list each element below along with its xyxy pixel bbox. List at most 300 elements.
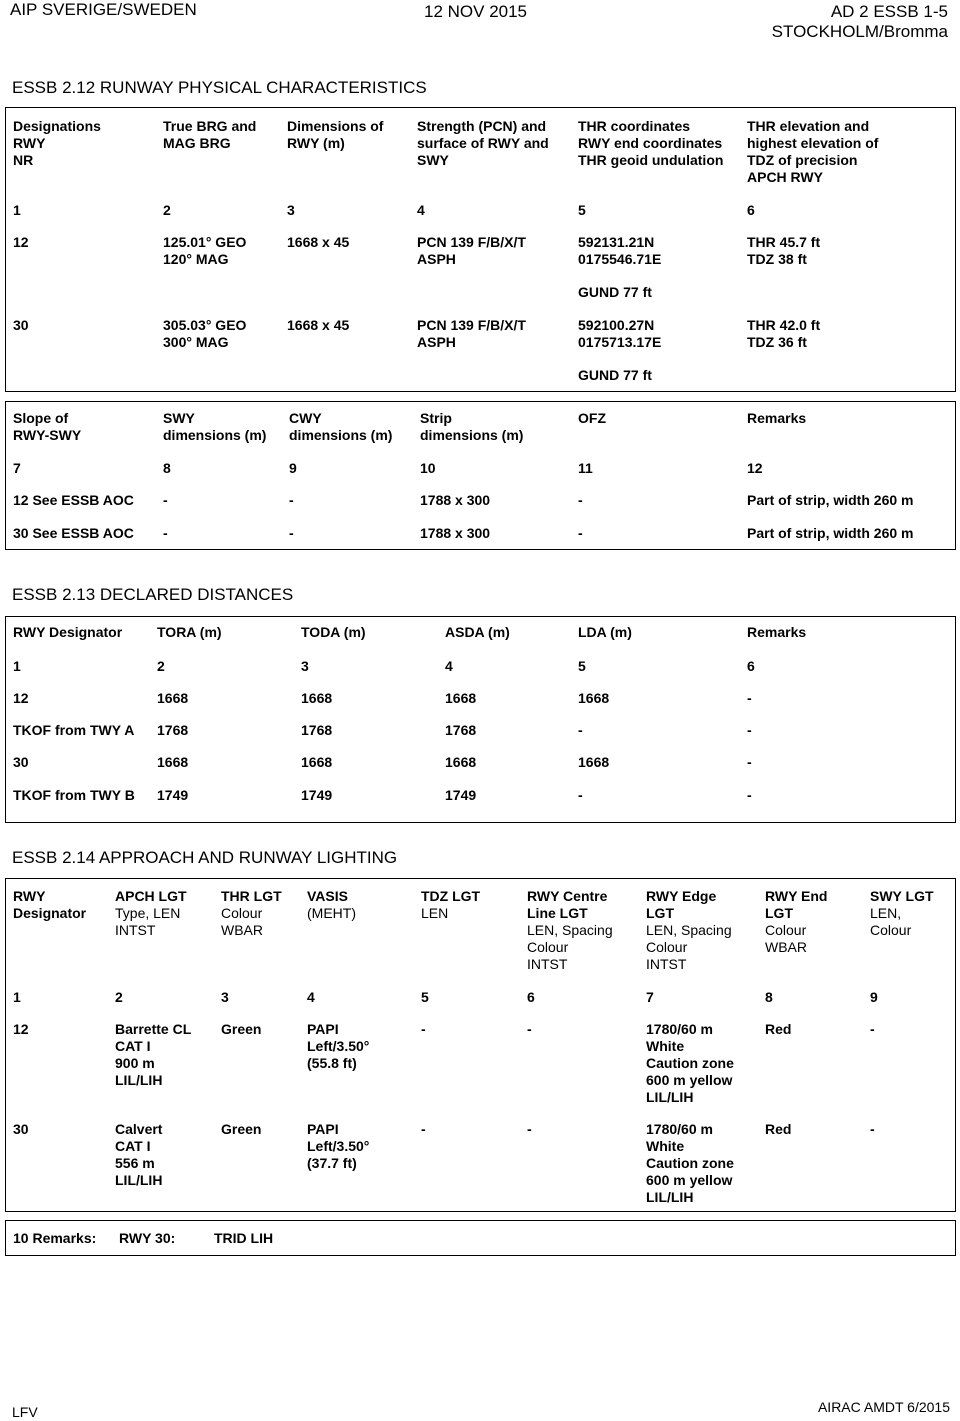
cell-line: 1668 xyxy=(157,754,189,770)
cell-line: 1768 xyxy=(301,722,333,738)
cell-line: Red xyxy=(765,1121,792,1137)
table-cell xyxy=(445,787,476,804)
table-cell xyxy=(301,754,332,771)
table-cell xyxy=(646,1121,734,1206)
table-cell xyxy=(157,787,188,804)
table-cell xyxy=(13,1121,29,1138)
cell-line: SWY xyxy=(163,410,195,426)
cell-line: dimensions (m) xyxy=(289,427,393,443)
rwy-designation xyxy=(13,317,29,334)
cell-line: 600 m yellow xyxy=(646,1072,733,1088)
pcn-strength xyxy=(417,317,526,351)
cell-line: MAG BRG xyxy=(163,135,231,151)
cell-line: 1780/60 m xyxy=(646,1021,713,1037)
cell-line: 125.01° GEO xyxy=(163,234,247,250)
column-number xyxy=(307,989,315,1006)
table-cell xyxy=(13,525,134,542)
cell-line: 1 xyxy=(13,658,21,674)
column-number xyxy=(115,989,123,1006)
table-cell xyxy=(157,722,188,739)
cell-line: - xyxy=(578,787,583,803)
column-header xyxy=(307,888,356,922)
cell-line: (55.8 ft) xyxy=(307,1055,357,1071)
column-header xyxy=(420,410,523,444)
cell-line: 7 xyxy=(13,460,21,476)
cell-line: RWY (m) xyxy=(287,135,345,151)
cell-line: CWY xyxy=(289,410,322,426)
runway-characteristics-table-2 xyxy=(5,401,956,550)
column-header xyxy=(163,118,256,152)
column-number xyxy=(163,460,171,477)
column-header xyxy=(747,118,878,186)
cell-line: - xyxy=(289,525,294,541)
cell-line: Part of strip, width 260 m xyxy=(747,525,914,541)
column-number xyxy=(163,202,171,219)
declared-distances-table xyxy=(5,616,956,823)
cell-line: dimensions (m) xyxy=(420,427,524,443)
cell-line: - xyxy=(578,492,583,508)
cell-line: 8 xyxy=(163,460,171,476)
cell-line: 900 m xyxy=(115,1055,155,1071)
cell-line: TKOF from TWY B xyxy=(13,787,135,803)
column-number xyxy=(578,460,593,477)
cell-line: TKOF from TWY A xyxy=(13,722,135,738)
remark-text xyxy=(119,1230,175,1247)
header-line: INTST xyxy=(646,956,687,972)
bearing xyxy=(163,234,246,268)
cell-line: - xyxy=(747,690,752,706)
header-line: Colour xyxy=(870,922,912,938)
table-cell xyxy=(578,525,583,542)
header-line: WBAR xyxy=(765,939,807,955)
column-header xyxy=(747,410,806,427)
header-line: (MEHT) xyxy=(307,905,356,921)
cell-line: Strip xyxy=(420,410,452,426)
cell-line: Left/3.50° xyxy=(307,1038,370,1054)
cell-line: LIL/LIH xyxy=(646,1189,694,1205)
lighting-remarks xyxy=(5,1220,956,1256)
remark-text xyxy=(13,1230,96,1247)
column-header xyxy=(578,118,723,169)
table-cell xyxy=(13,787,135,804)
table-cell xyxy=(13,1021,29,1038)
geoid-undulation xyxy=(578,284,652,301)
cell-line: THR 45.7 ft xyxy=(747,234,821,250)
table-cell xyxy=(420,492,490,509)
cell-line: RWY xyxy=(13,135,46,151)
cell-line: 4 xyxy=(445,658,453,674)
cell-line: dimensions (m) xyxy=(163,427,267,443)
cell-line: 1668 xyxy=(445,690,477,706)
column-number xyxy=(157,658,165,675)
cell-line: True BRG and xyxy=(163,118,257,134)
cell-line: 2 xyxy=(157,658,165,674)
thr-coordinates xyxy=(578,234,661,268)
table-cell xyxy=(301,690,332,707)
pcn-strength xyxy=(417,234,526,268)
cell-line: TORA (m) xyxy=(157,624,222,640)
cell-line: PAPI xyxy=(307,1121,339,1137)
column-number xyxy=(870,989,878,1006)
table-cell xyxy=(157,754,188,771)
header-line: Type, LEN xyxy=(115,905,181,921)
table-cell xyxy=(420,525,490,542)
header-line: Colour xyxy=(527,939,569,955)
cell-line: 11 xyxy=(578,460,593,476)
cell-line: 6 xyxy=(527,989,535,1005)
cell-line: 1780/60 m xyxy=(646,1121,713,1137)
column-number xyxy=(578,658,586,675)
cell-line: LDA (m) xyxy=(578,624,632,640)
column-header xyxy=(646,888,732,973)
cell-line: - xyxy=(870,1121,875,1137)
cell-line: THR elevation and xyxy=(747,118,870,134)
cell-line: 30 xyxy=(13,317,29,333)
cell-line: 4 xyxy=(417,202,425,218)
column-header xyxy=(578,624,632,641)
cell-line: GUND 77 ft xyxy=(578,367,652,383)
table-cell xyxy=(221,1021,261,1038)
column-header xyxy=(747,624,806,641)
cell-line: PAPI xyxy=(307,1021,339,1037)
cell-line: Barrette CL xyxy=(115,1021,192,1037)
header-line: Colour xyxy=(765,922,807,938)
table-cell xyxy=(421,1021,426,1038)
cell-line: ASDA (m) xyxy=(445,624,510,640)
cell-line: - xyxy=(163,525,168,541)
column-number xyxy=(13,202,21,219)
cell-line: White xyxy=(646,1038,685,1054)
table-cell xyxy=(578,722,583,739)
table-cell xyxy=(301,787,332,804)
cell-line: OFZ xyxy=(578,410,606,426)
cell-line: LIL/LIH xyxy=(115,1172,163,1188)
cell-line: 9 xyxy=(289,460,297,476)
header-line: RWY End xyxy=(765,888,828,904)
cell-line: 30 xyxy=(13,754,29,770)
cell-line: Green xyxy=(221,1021,262,1037)
table-cell xyxy=(445,722,476,739)
column-number xyxy=(420,460,436,477)
column-header xyxy=(157,624,222,641)
header-line: Colour xyxy=(646,939,688,955)
cell-line: Caution zone xyxy=(646,1155,734,1171)
column-header xyxy=(13,118,101,169)
cell-line: THR coordinates xyxy=(578,118,691,134)
runway-characteristics-table-1 xyxy=(5,107,956,392)
geoid-undulation xyxy=(578,367,652,384)
header-line: TDZ LGT xyxy=(421,888,481,904)
cell-line: Designations xyxy=(13,118,101,134)
cell-line: RWY 30: xyxy=(119,1230,176,1246)
cell-line: SWY xyxy=(417,152,449,168)
cell-line: 305.03° GEO xyxy=(163,317,247,333)
cell-line: 0175546.71E xyxy=(578,251,662,267)
header-line: LGT xyxy=(765,905,793,921)
header-line: LEN, xyxy=(870,905,902,921)
cell-line: - xyxy=(527,1021,532,1037)
cell-line: 1668 x 45 xyxy=(287,234,350,250)
table-cell xyxy=(578,492,583,509)
column-header xyxy=(13,410,81,444)
cell-line: 8 xyxy=(765,989,773,1005)
cell-line: TDZ 36 ft xyxy=(747,334,807,350)
header-left: AIP SVERIGE/SWEDEN xyxy=(10,0,197,19)
cell-line: - xyxy=(289,492,294,508)
cell-line: 0175713.17E xyxy=(578,334,662,350)
column-number xyxy=(578,202,586,219)
column-header xyxy=(870,888,934,939)
thr-elevation xyxy=(747,317,820,351)
cell-line: 12 xyxy=(13,234,29,250)
table-cell xyxy=(289,525,294,542)
cell-line: LIL/LIH xyxy=(115,1072,163,1088)
cell-line: ASPH xyxy=(417,251,456,267)
header-line: VASIS xyxy=(307,888,348,904)
cell-line: 592100.27N xyxy=(578,317,655,333)
header-line: Designator xyxy=(13,905,87,921)
cell-line: TDZ of precision xyxy=(747,152,858,168)
cell-line: 12 xyxy=(13,690,29,706)
table-cell xyxy=(115,1121,162,1189)
cell-line: 600 m yellow xyxy=(646,1172,733,1188)
table-cell xyxy=(578,787,583,804)
cell-line: Strength (PCN) and xyxy=(417,118,547,134)
cell-line: - xyxy=(527,1121,532,1137)
table-cell xyxy=(747,690,752,707)
column-header xyxy=(417,118,549,169)
table-cell xyxy=(157,690,188,707)
table-cell xyxy=(747,525,913,542)
cell-line: Calvert xyxy=(115,1121,163,1137)
cell-line: 300° MAG xyxy=(163,334,229,350)
cell-line: 1668 x 45 xyxy=(287,317,350,333)
cell-line: 4 xyxy=(307,989,315,1005)
cell-line: 12 xyxy=(13,1021,29,1037)
cell-line: 1668 xyxy=(157,690,189,706)
column-number xyxy=(765,989,773,1006)
column-number xyxy=(445,658,453,675)
table-cell xyxy=(870,1121,875,1138)
cell-line: 1 xyxy=(13,989,21,1005)
column-number xyxy=(417,202,425,219)
cell-line: 6 xyxy=(747,202,755,218)
column-header xyxy=(578,410,606,427)
cell-line: RWY-SWY xyxy=(13,427,82,443)
column-number xyxy=(747,202,755,219)
header-date: 12 NOV 2015 xyxy=(424,2,528,21)
table-cell xyxy=(870,1021,875,1038)
cell-line: GUND 77 ft xyxy=(578,284,652,300)
table-cell xyxy=(445,690,476,707)
column-number xyxy=(13,989,21,1006)
footer-right: AIRAC AMDT 6/2015 xyxy=(817,1399,950,1415)
cell-line: THR geoid undulation xyxy=(578,152,724,168)
table-cell xyxy=(578,690,609,707)
column-header xyxy=(289,410,392,444)
table-cell xyxy=(646,1021,734,1106)
cell-line: 30 See ESSB AOC xyxy=(13,525,134,541)
cell-line: (37.7 ft) xyxy=(307,1155,357,1171)
cell-line: Part of strip, width 260 m xyxy=(747,492,914,508)
cell-line: White xyxy=(646,1138,685,1154)
cell-line: Caution zone xyxy=(646,1055,734,1071)
rwy-designation xyxy=(13,234,29,251)
section-title-2-14: ESSB 2.14 APPROACH AND RUNWAY LIGHTING xyxy=(12,848,398,867)
cell-line: 2 xyxy=(163,202,171,218)
cell-line: 1788 x 300 xyxy=(420,492,491,508)
remark-text xyxy=(214,1230,273,1247)
table-cell xyxy=(115,1021,191,1089)
cell-line: 1749 xyxy=(157,787,189,803)
bearing xyxy=(163,317,246,351)
column-header xyxy=(115,888,187,939)
table-cell xyxy=(13,754,29,771)
cell-line: 5 xyxy=(578,202,586,218)
table-cell xyxy=(221,1121,261,1138)
section-title-2-13: ESSB 2.13 DECLARED DISTANCES xyxy=(12,585,294,604)
column-header xyxy=(163,410,266,444)
thr-elevation xyxy=(747,234,820,268)
column-header xyxy=(301,624,366,641)
cell-line: APCH RWY xyxy=(747,169,823,185)
footer-left: LFV xyxy=(12,1404,38,1420)
table-cell xyxy=(163,525,168,542)
cell-line: 1768 xyxy=(157,722,189,738)
cell-line: 9 xyxy=(870,989,878,1005)
cell-line: 30 xyxy=(13,1121,29,1137)
cell-line: 1668 xyxy=(578,690,610,706)
cell-line: 2 xyxy=(115,989,123,1005)
cell-line: Remarks xyxy=(747,410,807,426)
cell-line: 1668 xyxy=(578,754,610,770)
cell-line: ASPH xyxy=(417,334,456,350)
column-header xyxy=(287,118,383,152)
cell-line: Dimensions of xyxy=(287,118,384,134)
header-line: LEN, Spacing xyxy=(527,922,613,938)
cell-line: CAT I xyxy=(115,1138,151,1154)
column-number xyxy=(289,460,297,477)
header-line: APCH LGT xyxy=(115,888,187,904)
table-cell xyxy=(747,722,752,739)
cell-line: 3 xyxy=(221,989,229,1005)
cell-line: 592131.21N xyxy=(578,234,655,250)
header-line: SWY LGT xyxy=(870,888,934,904)
cell-line: Remarks xyxy=(747,624,807,640)
cell-line: - xyxy=(421,1121,426,1137)
cell-line: 556 m xyxy=(115,1155,155,1171)
header-line: LEN, Spacing xyxy=(646,922,732,938)
table-cell xyxy=(421,1121,426,1138)
header-line: RWY Edge xyxy=(646,888,717,904)
table-cell xyxy=(747,787,752,804)
cell-line: 3 xyxy=(301,658,309,674)
cell-line: Red xyxy=(765,1021,792,1037)
cell-line: 1768 xyxy=(445,722,477,738)
cell-line: RWY end coordinates xyxy=(578,135,723,151)
rwy-dimensions xyxy=(287,317,349,334)
cell-line: PCN 139 F/B/X/T xyxy=(417,317,526,333)
table-cell xyxy=(13,492,134,509)
column-number xyxy=(13,658,21,675)
header-line: INTST xyxy=(115,922,156,938)
cell-line: - xyxy=(747,787,752,803)
cell-line: Left/3.50° xyxy=(307,1138,370,1154)
cell-line: TODA (m) xyxy=(301,624,366,640)
cell-line: 1749 xyxy=(301,787,333,803)
table-cell xyxy=(527,1121,532,1138)
column-number xyxy=(527,989,535,1006)
column-number xyxy=(221,989,229,1006)
cell-line: LIL/LIH xyxy=(646,1089,694,1105)
rwy-dimensions xyxy=(287,234,349,251)
cell-line: - xyxy=(747,754,752,770)
cell-line: TDZ 38 ft xyxy=(747,251,807,267)
cell-line: NR xyxy=(13,152,34,168)
cell-line: 120° MAG xyxy=(163,251,229,267)
column-header xyxy=(765,888,828,956)
cell-line: CAT I xyxy=(115,1038,151,1054)
header-line: INTST xyxy=(527,956,568,972)
table-cell xyxy=(301,722,332,739)
cell-line: highest elevation of xyxy=(747,135,879,151)
column-number xyxy=(747,460,763,477)
cell-line: 1668 xyxy=(445,754,477,770)
cell-line: 5 xyxy=(421,989,429,1005)
header-line: RWY xyxy=(13,888,46,904)
column-number xyxy=(747,658,755,675)
column-header xyxy=(421,888,480,922)
cell-line: - xyxy=(578,722,583,738)
header-line: Colour xyxy=(221,905,263,921)
cell-line: 1788 x 300 xyxy=(420,525,491,541)
table-cell xyxy=(747,754,752,771)
table-cell xyxy=(289,492,294,509)
cell-line: PCN 139 F/B/X/T xyxy=(417,234,526,250)
cell-line: 1 xyxy=(13,202,21,218)
cell-line: - xyxy=(870,1021,875,1037)
header-line: Line LGT xyxy=(527,905,588,921)
header-line: WBAR xyxy=(221,922,263,938)
cell-line: THR 42.0 ft xyxy=(747,317,821,333)
table-cell xyxy=(445,754,476,771)
header-line: LGT xyxy=(646,905,674,921)
header-page-ref: AD 2 ESSB 1-5 xyxy=(830,2,948,21)
cell-line: - xyxy=(421,1021,426,1037)
section-title-2-12: ESSB 2.12 RUNWAY PHYSICAL CHARACTERISTICS xyxy=(12,78,427,97)
cell-line: 3 xyxy=(287,202,295,218)
cell-line: - xyxy=(578,525,583,541)
cell-line: Green xyxy=(221,1121,262,1137)
column-header xyxy=(13,624,122,641)
table-cell xyxy=(765,1121,791,1138)
cell-line: 12 xyxy=(747,460,763,476)
cell-line: - xyxy=(747,722,752,738)
table-cell xyxy=(163,492,168,509)
column-header xyxy=(221,888,282,939)
table-cell xyxy=(13,722,134,739)
cell-line: 6 xyxy=(747,658,755,674)
column-number xyxy=(421,989,429,1006)
table-cell xyxy=(13,690,29,707)
cell-line: - xyxy=(163,492,168,508)
cell-line: 1749 xyxy=(445,787,477,803)
cell-line: TRID LIH xyxy=(214,1230,274,1246)
column-header xyxy=(445,624,510,641)
column-number xyxy=(287,202,295,219)
table-cell xyxy=(747,492,913,509)
lighting-table xyxy=(5,878,956,1212)
